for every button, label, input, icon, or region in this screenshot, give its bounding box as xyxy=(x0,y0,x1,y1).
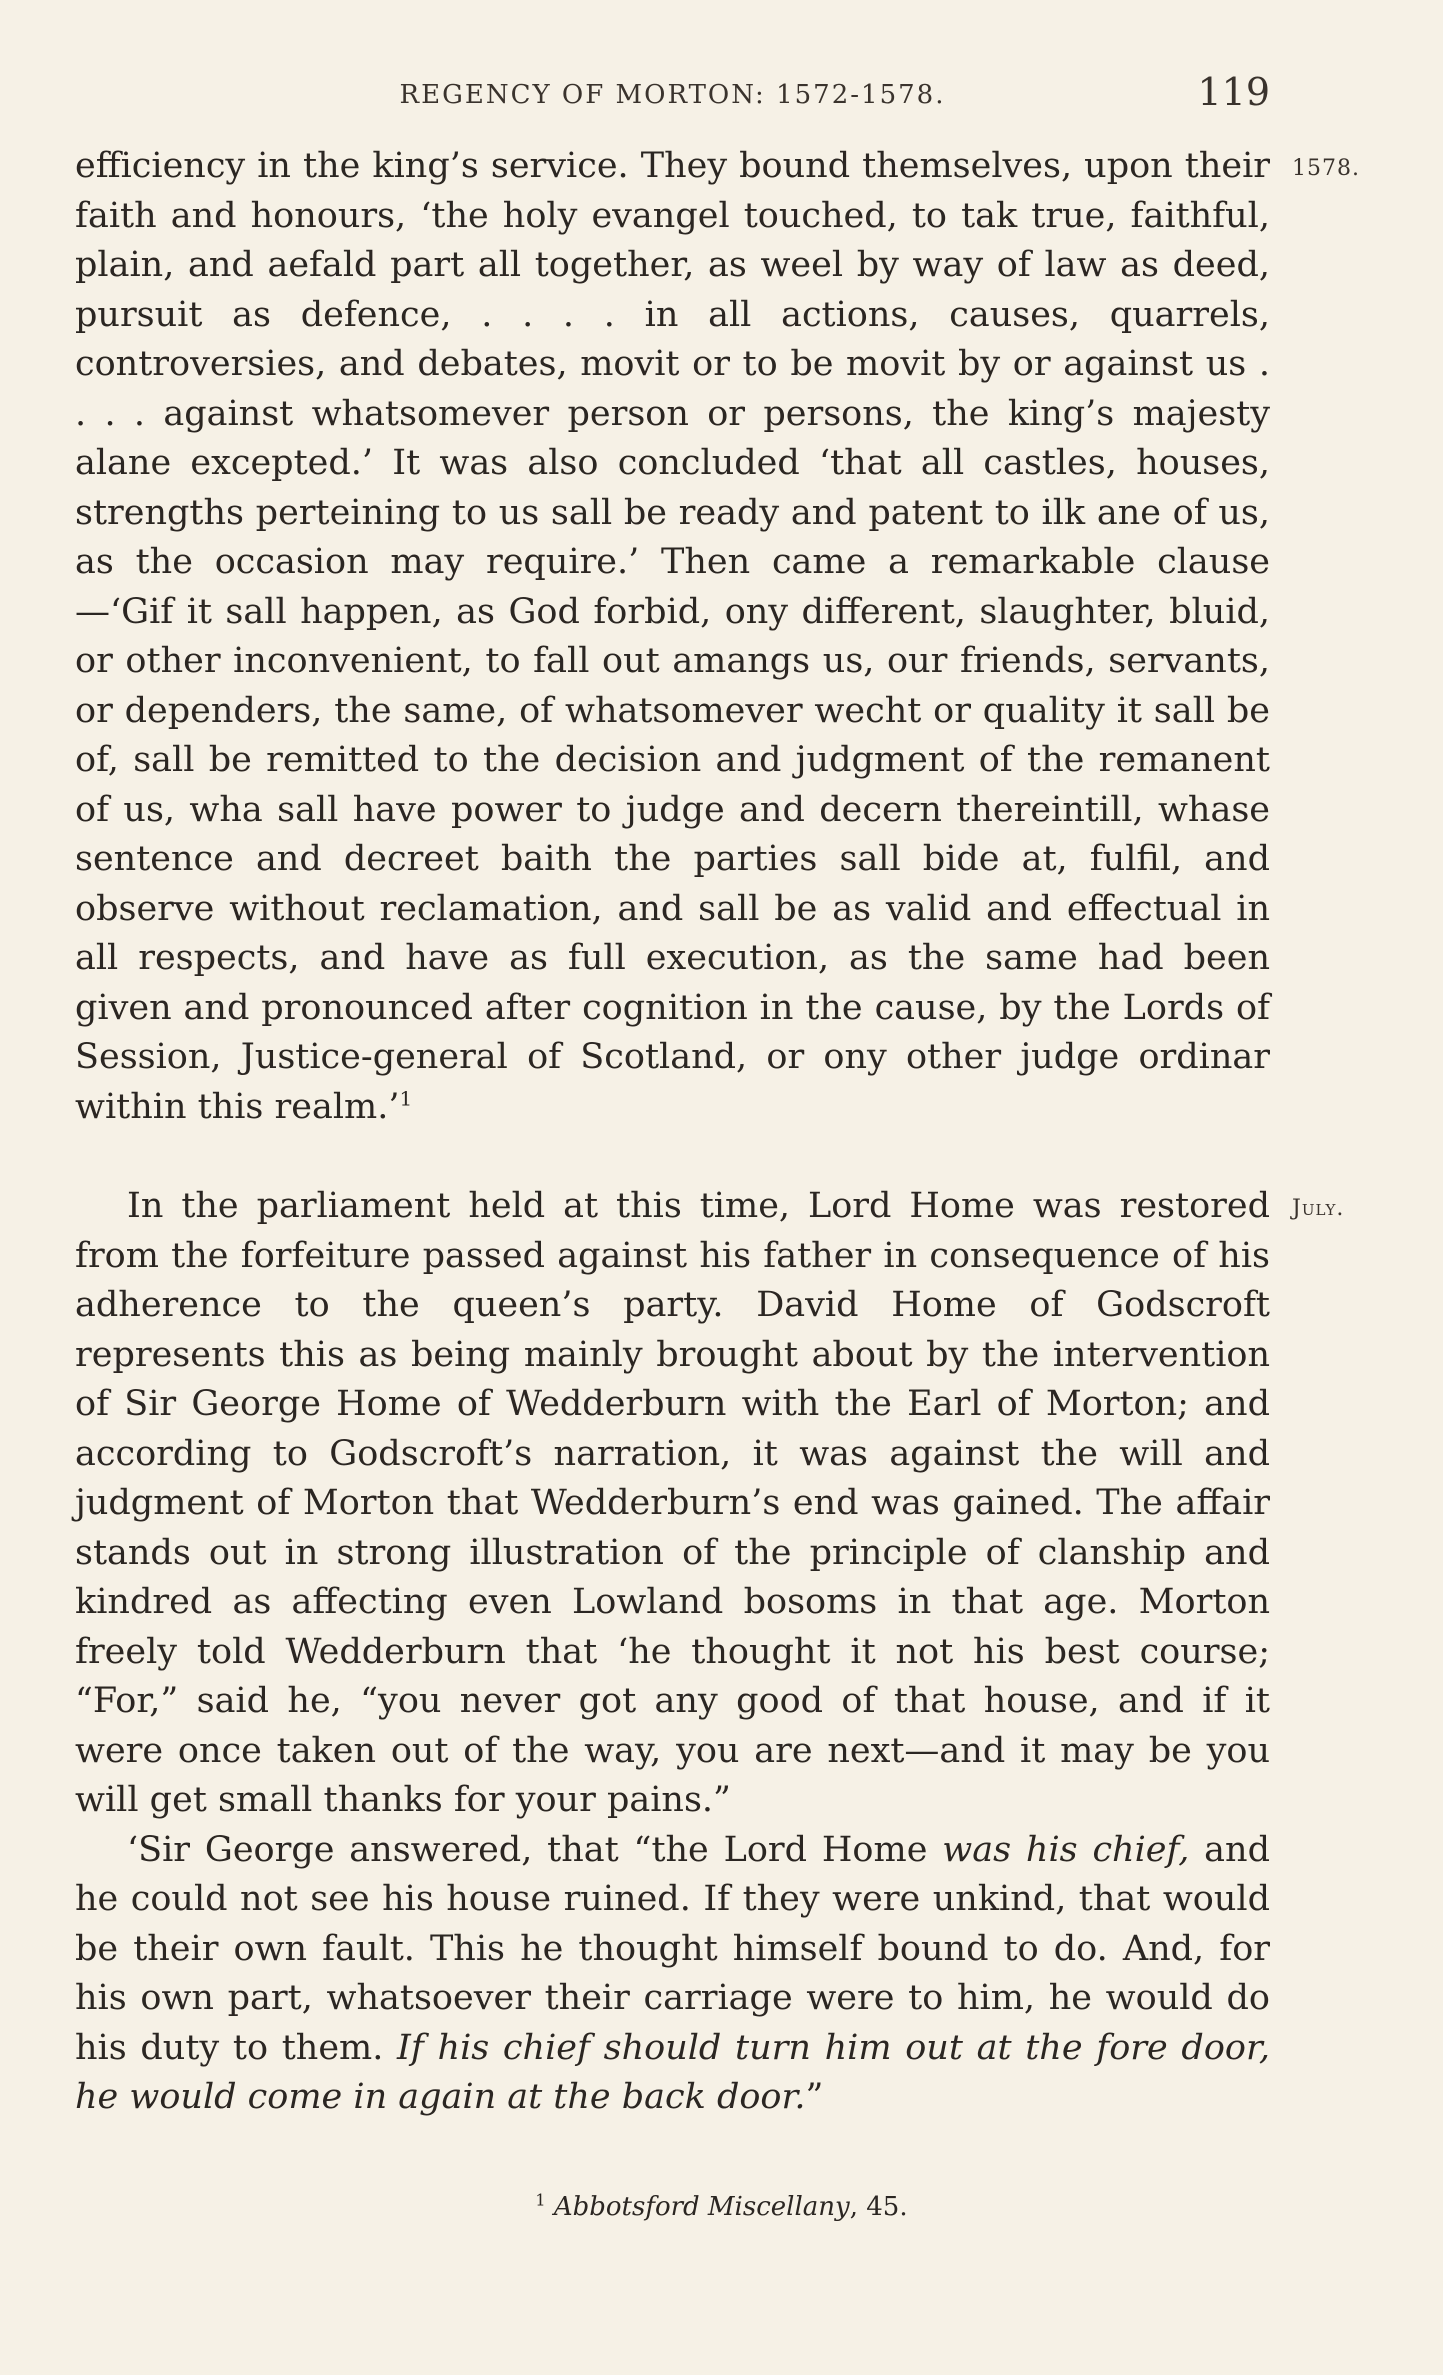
paragraph-3-part-2: and he could not see his house ruined. If they were unkind, that would be their own fault. This he thought himself bound to do. And, for his own part, whatsoever their carriage were to him, he would do his duty to them. xyxy=(75,1829,1270,2068)
paragraph-1 xyxy=(75,142,1270,1132)
footnote-number: 1 xyxy=(535,2190,546,2210)
footnote-page: , 45. xyxy=(849,2192,908,2222)
page-number: 119 xyxy=(1197,70,1270,114)
paragraph-2: In the parliament held at this time, Lord Home was restored from the forfeiture passed against his father in consequence of his adherence to the queen’s party. David Home of Godscroft represents this as being mainly brought about by the intervention of Sir George Home of Wedderburn with the Earl of Morton; and according to Godscroft’s narration, it was against the will and judgment of Morton that Wedderburn’s end was gained. The affair stands out in strong illustration of the principle of clanship and kindred as affecting even Lowland bosoms in that age. Morton freely told Wedderburn that ‘he thought it not his best course; “For,” said he, “you never got any good of that house, and if it were once taken out of the way, you are next—and it may be you will get small thanks for your pains.” xyxy=(75,1186,1270,1820)
page-header xyxy=(75,70,1270,120)
paragraph-3-italic-1: was his chief, xyxy=(942,1829,1190,1870)
footnote xyxy=(0,2192,1443,2222)
body-text xyxy=(75,142,1270,2123)
running-title: REGENCY OF MORTON: 1572-1578. xyxy=(399,80,946,110)
paragraph-1-text: efficiency in the king’s service. They bound themselves, upon their faith and honours, ‘the holy evangel touched, to tak true, faithful, plain, and aefald part all together, as weel by way of law as deed, pursuit as defence, . . . . in all actions, causes, quarrels, controversies, and debates, movit or to be movit by or against us . . . . against whatsomever person or persons, the king’s majesty alane excepted.’ It was also concluded ‘that all castles, houses, strengths perteining to us sall be ready and patent to ilk ane of us, as the occasion may require.’ Then came a remarkable clause—‘Gif it sall happen, as God forbid, ony different, slaughter, bluid, or other inconvenient, to fall out amangs us, our friends, servants, or dependers, the same, of whatsomever wecht or quality it sall be of, sall be remitted to the decision and judgment of the remanent of us, wha sall have power to judge and decern thereintill, whase sentence and decreet baith the parties sall bide at, fulfil, and observe without reclamation, and sall be as valid and effectual in all respects, and have as full execution, as the same had been given and pronounced after cognition in the cause, by the Lords of Session, Justice-general of Scotland, or ony other judge ordinar within this realm.’ xyxy=(75,146,1270,1127)
footnote-reference: 1 xyxy=(399,1085,413,1110)
paragraph-3-part-1: ‘Sir George answered, that “the Lord Home xyxy=(127,1829,943,1870)
paragraph-3-italic-2: If his chief should turn him out at the fore door, he would come in again at the back door. xyxy=(75,2027,1270,2117)
margin-note-month: July. xyxy=(1292,1196,1345,1221)
margin-note-year: 1578. xyxy=(1292,156,1360,181)
paragraph-3 xyxy=(75,1826,1270,2123)
footnote-source: Abbotsford Miscellany xyxy=(553,2192,850,2222)
paragraph-3-part-3: ” xyxy=(805,2077,824,2117)
